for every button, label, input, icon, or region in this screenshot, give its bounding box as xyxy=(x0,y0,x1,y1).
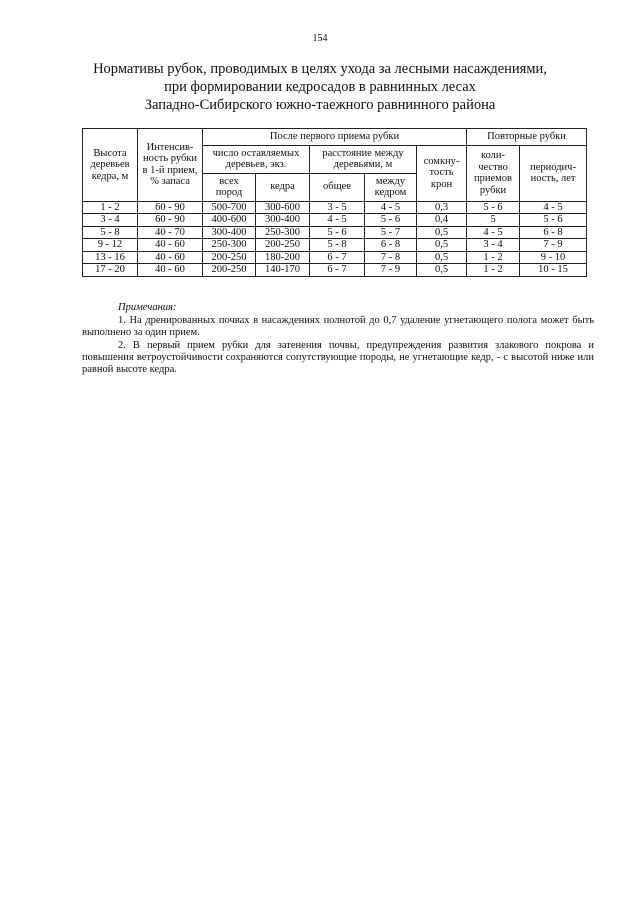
cell-cedar: 180-200 xyxy=(256,251,310,264)
header-distance-between-cedar: между кедром xyxy=(365,173,417,201)
cell-height: 5 - 8 xyxy=(83,226,138,239)
note-item: 2. В первый прием рубки для затенения почвы, предупреждения развития злакового покрова и повышения ветроустойчивости сохраняются сопутствующие породы, не угнетающие кедр, - с высотой ниже или равной высоте кедра. xyxy=(82,340,594,375)
cell-closure: 0,5 xyxy=(417,264,467,277)
cell-periodicity: 6 - 8 xyxy=(520,226,587,239)
cell-distance-cedar: 7 - 9 xyxy=(365,264,417,277)
cell-height: 1 - 2 xyxy=(83,201,138,214)
cell-periodicity: 9 - 10 xyxy=(520,251,587,264)
table-row xyxy=(83,239,587,252)
cell-distance-total: 3 - 5 xyxy=(310,201,365,214)
table-row xyxy=(83,226,587,239)
cell-all-species: 500-700 xyxy=(203,201,256,214)
cell-distance-cedar: 4 - 5 xyxy=(365,201,417,214)
cell-closure: 0,4 xyxy=(417,214,467,227)
cell-cedar: 250-300 xyxy=(256,226,310,239)
header-distance: расстояние между деревьями, м xyxy=(310,145,417,173)
header-crown-closure: сомкну-тость крон xyxy=(417,145,467,201)
cell-cut-count: 1 - 2 xyxy=(467,264,520,277)
cell-periodicity: 4 - 5 xyxy=(520,201,587,214)
cell-distance-cedar: 7 - 8 xyxy=(365,251,417,264)
header-periodicity: периодич-ность, лет xyxy=(520,145,587,201)
cell-all-species: 300-400 xyxy=(203,226,256,239)
header-cut-count: коли-чество приемов рубки xyxy=(467,145,520,201)
cell-distance-total: 5 - 8 xyxy=(310,239,365,252)
table-row xyxy=(83,214,587,227)
cell-closure: 0,5 xyxy=(417,251,467,264)
cell-intensity: 40 - 60 xyxy=(138,251,203,264)
cell-height: 13 - 16 xyxy=(83,251,138,264)
cell-intensity: 40 - 70 xyxy=(138,226,203,239)
cell-cedar: 300-400 xyxy=(256,214,310,227)
table-row xyxy=(83,251,587,264)
cell-distance-total: 6 - 7 xyxy=(310,251,365,264)
header-cedar: кедра xyxy=(256,173,310,201)
cell-cut-count: 1 - 2 xyxy=(467,251,520,264)
cell-cut-count: 3 - 4 xyxy=(467,239,520,252)
cell-distance-cedar: 5 - 6 xyxy=(365,214,417,227)
table-row xyxy=(83,201,587,214)
cell-cut-count: 4 - 5 xyxy=(467,226,520,239)
cell-distance-total: 6 - 7 xyxy=(310,264,365,277)
cell-height: 17 - 20 xyxy=(83,264,138,277)
cell-all-species: 200-250 xyxy=(203,264,256,277)
cell-periodicity: 5 - 6 xyxy=(520,214,587,227)
header-distance-total: общее xyxy=(310,173,365,201)
table-row xyxy=(83,264,587,277)
title-line: Западно-Сибирского южно-таежного равнинного района xyxy=(144,97,496,113)
cell-distance-cedar: 6 - 8 xyxy=(365,239,417,252)
document-title xyxy=(60,60,580,114)
header-repeat-cuts: Повторные рубки xyxy=(467,129,587,146)
cell-cut-count: 5 xyxy=(467,214,520,227)
norms-table xyxy=(82,128,587,277)
cell-distance-cedar: 5 - 7 xyxy=(365,226,417,239)
note-item: 1. На дренированных почвах в насаждениях полнотой до 0,7 удаление угнетающего полога может быть выполнено за один прием. xyxy=(82,315,594,338)
cell-cedar: 200-250 xyxy=(256,239,310,252)
notes-heading: Примечания: xyxy=(118,302,177,313)
cell-distance-total: 5 - 6 xyxy=(310,226,365,239)
cell-height: 3 - 4 xyxy=(83,214,138,227)
header-trees-left: число оставляемых деревьев, экз. xyxy=(203,145,310,173)
header-height: Высота деревьев кедра, м xyxy=(83,129,138,202)
cell-closure: 0,3 xyxy=(417,201,467,214)
notes-section xyxy=(82,302,594,376)
cell-all-species: 400-600 xyxy=(203,214,256,227)
page-number: 154 xyxy=(312,33,328,44)
cell-closure: 0,5 xyxy=(417,226,467,239)
cell-all-species: 250-300 xyxy=(203,239,256,252)
cell-cedar: 300-600 xyxy=(256,201,310,214)
cell-distance-total: 4 - 5 xyxy=(310,214,365,227)
header-intensity: Интенсив-ность рубки в 1-й прием, % запаса xyxy=(138,129,203,202)
cell-intensity: 60 - 90 xyxy=(138,201,203,214)
title-line: при формировании кедросадов в равнинных лесах xyxy=(164,79,476,95)
cell-intensity: 60 - 90 xyxy=(138,214,203,227)
cell-intensity: 40 - 60 xyxy=(138,239,203,252)
cell-cedar: 140-170 xyxy=(256,264,310,277)
cell-periodicity: 7 - 9 xyxy=(520,239,587,252)
cell-periodicity: 10 - 15 xyxy=(520,264,587,277)
cell-all-species: 200-250 xyxy=(203,251,256,264)
cell-closure: 0,5 xyxy=(417,239,467,252)
cell-cut-count: 5 - 6 xyxy=(467,201,520,214)
header-all-species: всех пород xyxy=(203,173,256,201)
cell-intensity: 40 - 60 xyxy=(138,264,203,277)
header-after-first-cut: После первого приема рубки xyxy=(203,129,467,146)
cell-height: 9 - 12 xyxy=(83,239,138,252)
title-line: Нормативы рубок, проводимых в целях ухода за лесными насаждениями, xyxy=(93,61,547,77)
